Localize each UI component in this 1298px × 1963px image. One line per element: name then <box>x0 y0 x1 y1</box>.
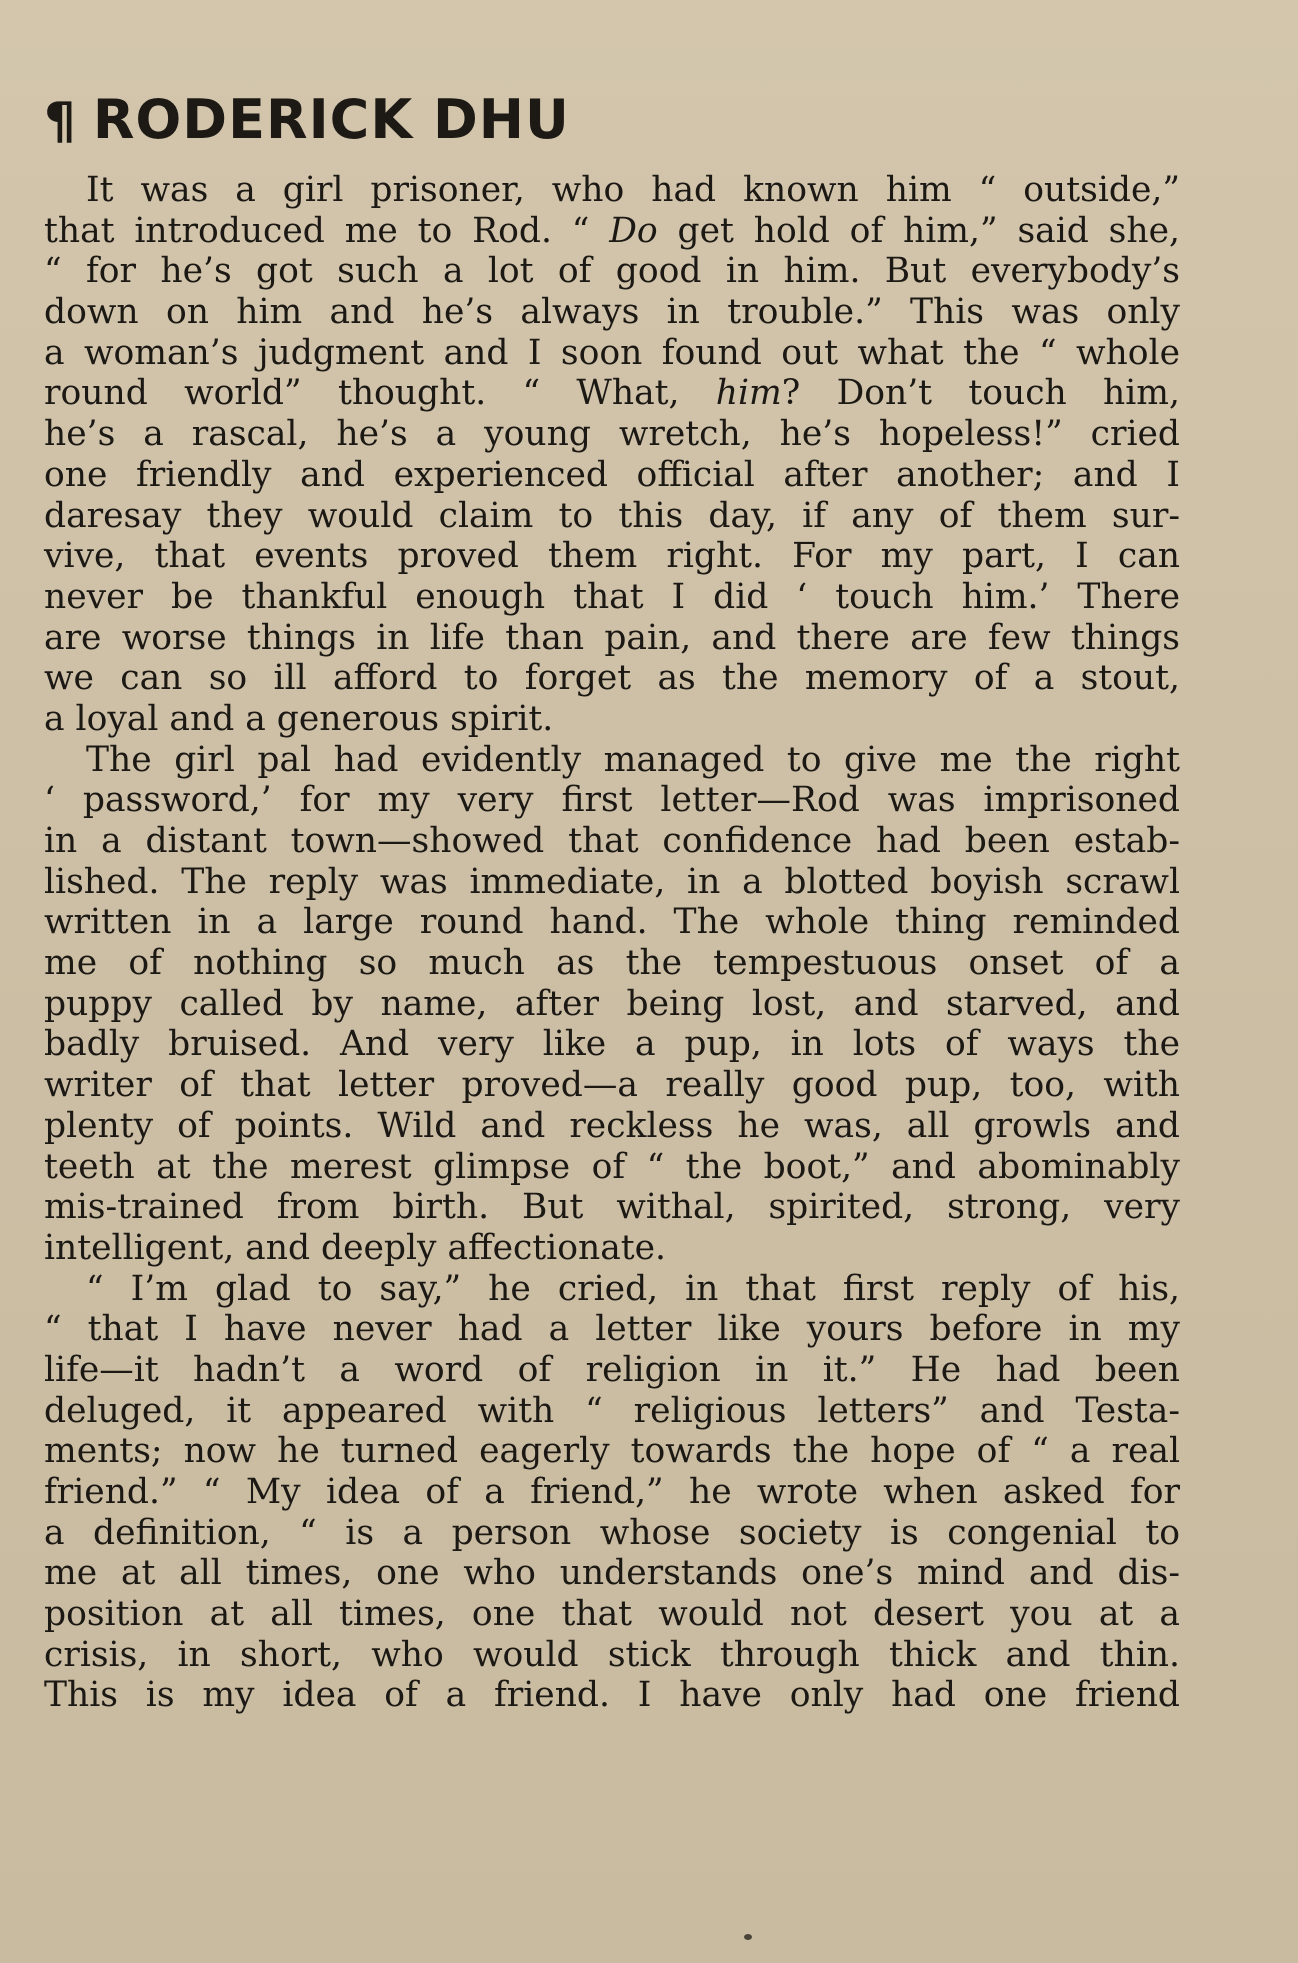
text-line: mis-trained from birth. But withal, spirited, strong, very <box>44 1187 1180 1228</box>
text-line: lished. The reply was immediate, in a blotted boyish scrawl <box>44 861 1180 902</box>
text-line: we can so ill afford to forget as the memory of a stout, <box>44 658 1180 699</box>
body-text <box>44 170 1180 1716</box>
text-line: The girl pal had evidently managed to give me the right <box>86 739 1180 780</box>
text-line: a loyal and a generous spirit. <box>44 698 554 739</box>
text-line: he’s a rascal, he’s a young wretch, he’s hopeless!” cried <box>44 414 1180 455</box>
text-line: “ for he’s got such a lot of good in him. But everybody’s <box>44 251 1180 292</box>
text-line: ‘ password,’ for my very first letter—Rod was imprisoned <box>44 780 1180 821</box>
printers-mark <box>744 1934 752 1940</box>
text-line: It was a girl prisoner, who had known him “ outside,” <box>86 170 1180 210</box>
emphasis: Do <box>609 210 658 251</box>
text-line: a definition, “ is a person whose society is congenial to <box>44 1512 1180 1553</box>
emphasis: him <box>715 373 782 414</box>
text-line: down on him and he’s always in trouble.” This was only <box>44 292 1180 333</box>
chapter-title: RODERICK DHU <box>92 88 570 151</box>
text-line: ments; now he turned eagerly towards the hope of “ a real <box>44 1431 1180 1472</box>
pilcrow-mark: ¶ <box>44 92 77 150</box>
text-line: friend.” “ My idea of a friend,” he wrote when asked for <box>44 1472 1180 1512</box>
chapter-heading <box>44 88 570 151</box>
text-line: are worse things in life than pain, and there are few things <box>44 617 1180 658</box>
text-line: deluged, it appeared with “ religious letters” and Testa- <box>44 1390 1180 1431</box>
text-line: writer of that letter proved—a really good pup, too, with <box>44 1065 1180 1106</box>
text-line: “ I’m glad to say,” he cried, in that first reply of his, <box>86 1268 1180 1309</box>
text-line: round world” thought. “ What, him? Don’t touch him, <box>44 373 1180 414</box>
text-line: position at all times, one that would not desert you at a <box>44 1594 1180 1635</box>
text-line: vive, that events proved them right. For my part, I can <box>44 536 1180 577</box>
text-line: one friendly and experienced official after another; and I <box>44 454 1180 495</box>
text-line: badly bruised. And very like a pup, in lots of ways the <box>44 1024 1180 1065</box>
text-line: life—it hadn’t a word of religion in it.” He had been <box>44 1349 1180 1390</box>
text-line: plenty of points. Wild and reckless he was, all growls and <box>44 1105 1180 1146</box>
text-line: never be thankful enough that I did ‘ touch him.’ There <box>44 576 1180 617</box>
text-line: crisis, in short, who would stick through thick and thin. <box>44 1634 1180 1675</box>
text-line: puppy called by name, after being lost, and starved, and <box>44 983 1180 1024</box>
text-line: This is my idea of a friend. I have only had one friend <box>44 1675 1180 1716</box>
text-line: me at all times, one who understands one’s mind and dis- <box>44 1553 1180 1594</box>
text-line: written in a large round hand. The whole thing reminded <box>44 902 1180 943</box>
text-line: in a distant town—showed that confidence had been estab- <box>44 821 1180 861</box>
text-line: me of nothing so much as the tempestuous onset of a <box>44 943 1180 984</box>
text-line: “ that I have never had a letter like yours before in my <box>44 1309 1180 1350</box>
text-line: that introduced me to Rod. “ Do get hold of him,” said she, <box>44 210 1180 251</box>
text-line: intelligent, and deeply affectionate. <box>44 1227 667 1268</box>
text-line: teeth at the merest glimpse of “ the boot,” and abominably <box>44 1146 1180 1187</box>
text-line: daresay they would claim to this day, if any of them sur- <box>44 495 1180 536</box>
text-line: a woman’s judgment and I soon found out what the “ whole <box>44 332 1180 373</box>
